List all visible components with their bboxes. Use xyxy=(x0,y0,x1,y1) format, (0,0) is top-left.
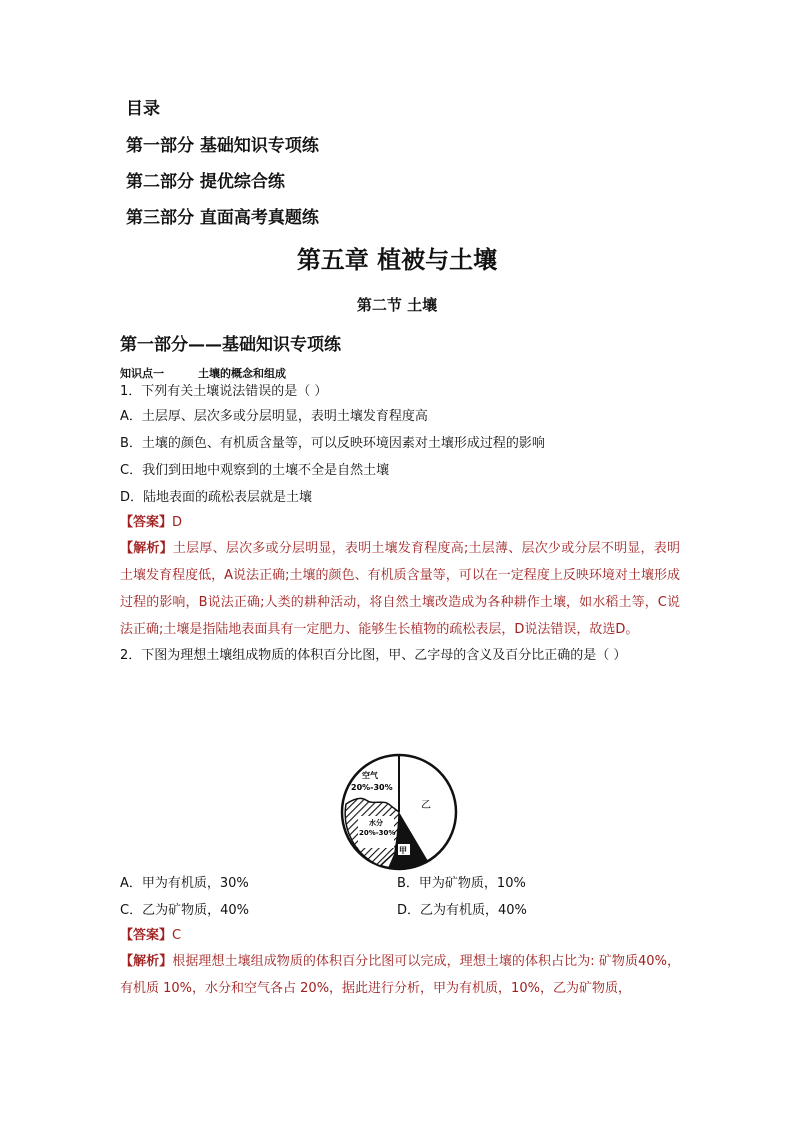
pie-label-jia: 甲 xyxy=(399,846,407,855)
knowledge-point-label: 知识点一 xyxy=(120,367,164,380)
question-1-option-a: A．土层厚、层次多或分层明显，表明土壤发育程度高 xyxy=(120,409,428,424)
question-2-options xyxy=(120,870,680,924)
analysis-label: 【解析】 xyxy=(120,954,173,969)
question-2-stem: 2．下图为理想土壤组成物质的体积百分比图，甲、乙字母的含义及百分比正确的是（ ） xyxy=(120,648,627,663)
answer-label: 【答案】 xyxy=(120,928,173,943)
part-heading: 第一部分——基础知识专项练 xyxy=(120,335,341,355)
section-title: 第二节 土壤 xyxy=(356,296,438,314)
question-2-answer xyxy=(120,924,680,948)
toc-item-part2[interactable]: 第二部分 提优综合练 xyxy=(126,172,285,192)
pie-label-air: 空气 xyxy=(362,771,378,780)
pie-label-water: 水分 xyxy=(369,819,383,827)
question-content xyxy=(120,367,680,669)
question-2-solution xyxy=(120,924,680,1002)
analysis-text: 根据理想土壤组成物质的体积百分比图可以完成，理想土壤的体积占比为: 矿物质40%，有机质 10%，水分和空气各占 20%，据此进行分析，甲为有机质，10%，乙为矿物质， xyxy=(120,954,680,996)
question-2-option-b: B．甲为矿物质，10% xyxy=(397,876,526,891)
question-2-option-c: C．乙为矿物质，40% xyxy=(120,903,249,918)
question-1-option-b: B．土壤的颜色、有机质含量等，可以反映环境因素对土壤形成过程的影响 xyxy=(120,436,545,451)
soil-composition-pie xyxy=(340,752,462,874)
chapter-title: 第五章 植被与土壤 xyxy=(296,245,498,274)
question-1-answer xyxy=(120,511,680,535)
pie-label-water-pct: 20%-30% xyxy=(359,829,396,837)
toc-item-part3[interactable]: 第三部分 直面高考真题练 xyxy=(126,208,319,228)
question-1-option-c: C．我们到田地中观察到的土壤不全是自然土壤 xyxy=(120,463,390,478)
answer-label: 【答案】 xyxy=(120,515,173,530)
question-2-option-a: A．甲为有机质，30% xyxy=(120,876,249,891)
question-1-analysis xyxy=(120,535,680,643)
table-of-contents xyxy=(126,96,319,241)
pie-label-yi: 乙 xyxy=(421,800,431,811)
knowledge-point-text: 土壤的概念和组成 xyxy=(198,367,286,380)
answer-value: C xyxy=(172,928,182,943)
answer-value: D xyxy=(172,515,183,530)
toc-title: 目录 xyxy=(126,99,160,119)
question-2-analysis xyxy=(120,948,680,1002)
question-1-stem: 1．下列有关土壤说法错误的是（ ） xyxy=(120,384,328,399)
analysis-text: 土层厚、层次多或分层明显，表明土壤发育程度高;土层薄、层次少或分层不明显，表明土壤发育程度低，A说法正确;土壤的颜色、有机质含量等，可以在一定程度上反映环境对土壤形成过程的影响，B说法正确;人类的耕种活动，将自然土壤改造成为各种耕作土壤，如水稻土等，C说法正确;土壤是指陆地表面具有一定肥力、能够生长植物的疏松表层，D说法错误，故选D。 xyxy=(120,541,680,637)
knowledge-point-heading xyxy=(120,367,680,381)
analysis-label: 【解析】 xyxy=(120,541,173,556)
pie-label-air-pct: 20%-30% xyxy=(351,783,393,792)
toc-item-part1[interactable]: 第一部分 基础知识专项练 xyxy=(126,136,319,156)
question-1-option-d: D．陆地表面的疏松表层就是土壤 xyxy=(120,490,313,505)
question-2-option-d: D．乙为有机质，40% xyxy=(397,903,527,918)
